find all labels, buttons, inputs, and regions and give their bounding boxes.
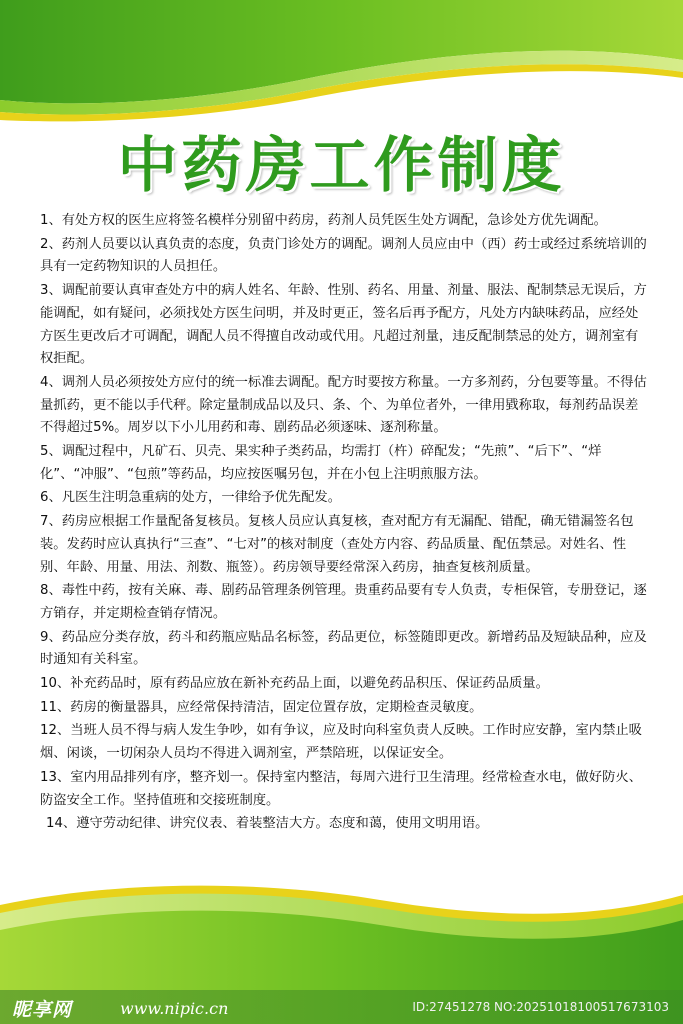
watermark-logo: 昵享网 <box>12 999 73 1021</box>
watermark-site: www.nipic.cn <box>120 999 229 1018</box>
rule-item: 11、药房的衡量器具，应经常保持清洁，固定位置存放，定期检查灵敏度。 <box>40 699 483 715</box>
rule-item: 12、当班人员不得与病人发生争吵，如有争议，应及时向科室负责人反映。工作时应安静，室内禁止吸烟、闲谈，一切闲杂人员均不得进入调剂室，严禁陪班，以保证安全。 <box>40 723 642 762</box>
page-title: 中药房工作制度 <box>117 131 566 201</box>
watermark-id: ID:27451278 NO:20251018100517673103 <box>412 1000 669 1014</box>
rule-item: 9、药品应分类存放，药斗和药瓶应贴品名标签，药品更位，标签随即更改。新增药品及短缺品种，应及时通知有关科室。 <box>40 629 647 668</box>
rules-list <box>40 210 650 837</box>
rule-item: 1、有处方权的医生应将签名模样分别留中药房，药剂人员凭医生处方调配，急诊处方优先调配。 <box>40 213 607 228</box>
rule-item: 2、药剂人员要以认真负责的态度，负责门诊处方的调配。调剂人员应由中（西）药士或经过系统培训的具有一定药物知识的人员担任。 <box>40 236 647 275</box>
rule-item: 8、毒性中药，按有关麻、毒、剧药品管理条例管理。贵重药品要有专人负责，专柜保管，专册登记，逐方销存，并定期检查销存情况。 <box>40 583 647 621</box>
watermark-bar <box>0 990 683 1024</box>
rule-item: 4、调剂人员必须按处方应付的统一标准去调配。配方时要按方称量。一方多剂药，分包要等量。不得估量抓药，更不能以手代秤。除定量制成品以及只、条、个、为单位者外，一律用戥称取，每剂药品误差不得超过5%。周岁以下小儿用药和毒、剧药品必须逐味、逐剂称量。 <box>40 374 647 436</box>
rule-item: 10、补充药品时，原有药品应放在新补充药品上面，以避免药品积压、保证药品质量。 <box>40 676 549 692</box>
rule-item: 5、调配过程中，凡矿石、贝壳、果实种子类药品，均需打（杵）碎配发；“先煎”、“后下”、“烊化”、“冲服”、“包煎”等药品，均应按医嘱另包，并在小包上注明煎服方法。 <box>40 444 602 482</box>
rule-item: 14、遵守劳动纪律、讲究仪表、着装整洁大方。态度和蔼，使用文明用语。 <box>46 816 489 832</box>
rule-item: 7、药房应根据工作量配备复核员。复核人员应认真复核，查对配方有无漏配、错配，确无错漏签名包装。发药时应认真执行“三查”、“七对”的核对制度（查处方内容、药品质量、配伍禁忌。对姓名、性别、年龄、用量、用法、剂数、瓶签）。药房领导要经常深入药房，抽查复核剂质量。 <box>40 514 634 575</box>
rule-item: 6、凡医生注明急重病的处方，一律给予优先配发。 <box>40 490 341 506</box>
rule-item: 13、室内用品排列有序，整齐划一。保持室内整洁，每周六进行卫生清理。经常检查水电，做好防火、防盗安全工作。坚持值班和交接班制度。 <box>40 769 642 808</box>
rule-item: 3、调配前要认真审查处方中的病人姓名、年龄、性别、药名、用量、剂量、服法、配制禁忌无误后，方能调配，如有疑问，必须找处方医生问明，并及时更正，签名后再予配方，凡处方内缺味药品，应经处方医生更改后才可调配，调配人员不得擅自改动或代用。凡超过剂量，违反配制禁忌的处方，调剂室有权拒配。 <box>40 283 647 367</box>
